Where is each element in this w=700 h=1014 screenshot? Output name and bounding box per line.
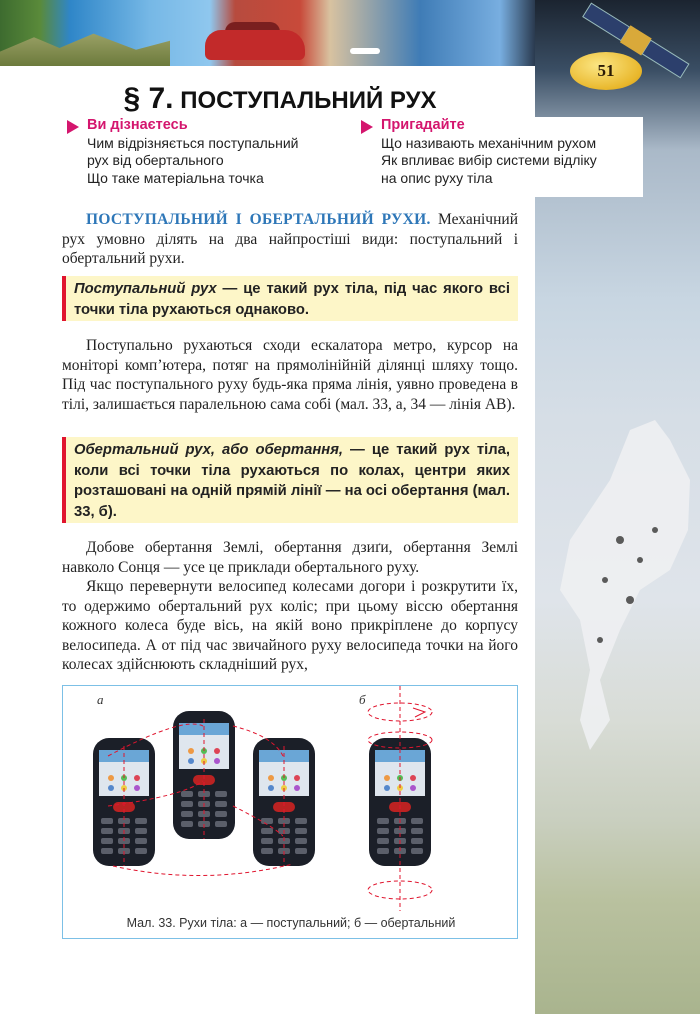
learn-box-line: Чим відрізняється поступальний	[87, 134, 299, 151]
definition-text: — це такий рух тіла, під час якого всі точки тіла рухаються однаково.	[74, 281, 510, 318]
top-photo-strip	[0, 0, 535, 66]
paragraph-text: Поступально рухаються сходи ескалатора метро, курсор на моніторі комп’ютера, потяг на прямолінійній ділянці шляху тощо. Під час поступального руху будь-яка пряма лінія, уявно проведена в тілі, залишається паралельною сама собі (мал. 33, а, 34 — лінія AB).	[62, 337, 518, 413]
section-title: ПОСТУПАЛЬНИЙ РУХ	[180, 87, 437, 114]
paragraph-rotation-examples	[62, 538, 518, 675]
intro-paragraph	[62, 210, 518, 269]
definition-term: Обертальний рух, або обертання,	[74, 442, 344, 458]
figure-label-a: а	[97, 692, 104, 707]
paragraph-text: Добове обертання Землі, обертання дзиґи, обертання Землі навколо Сонця — усе це приклади обертального руху.	[62, 539, 518, 576]
mountain-image	[0, 30, 170, 66]
subsection-heading: ПОСТУПАЛЬНИЙ І ОБЕРТАЛЬНИЙ РУХИ.	[86, 211, 431, 228]
arrow-right-icon	[361, 120, 373, 134]
section-number: § 7.	[123, 82, 174, 115]
intro-text: Механічний рух умовно ділять на два найпростіші види: поступальний і обертальний рухи.	[62, 211, 518, 267]
paragraph-text: Якщо перевернути велосипед колесами догори і розкрутити їх, то одержимо обертальний рух коліс; при цьому віссю обертання кожного колеса буде вісь, на якій воно прикріплене до корпусу велосипеда. А от під час звичайного руху велосипеда точки на його колесах здійснюють складніший рух,	[62, 578, 518, 673]
recall-box	[381, 117, 643, 197]
learn-box-line: Що таке матеріальна точка	[87, 169, 264, 186]
recall-box-heading: Пригадайте	[381, 117, 465, 133]
recall-box-line: Що називають механічним рухом	[381, 134, 597, 151]
learn-box	[87, 117, 337, 197]
learn-box-heading: Ви дізнаєтесь	[87, 117, 188, 133]
figure-drawing	[63, 686, 516, 911]
definition-text: — це такий рух тіла, коли всі точки тіла рухаються по колах, центри яких розташовані на одній прямій лінії — на осі обертання (мал. 33, б).	[74, 442, 510, 520]
figure-label-b: б	[359, 692, 366, 707]
plane-image	[350, 48, 380, 54]
recall-box-line: Як впливає вибір системи відліку	[381, 152, 597, 168]
horse-image	[560, 420, 700, 780]
recall-box-line: на опис руху тіла	[381, 169, 493, 186]
figure-caption: Мал. 33. Рухи тіла: а — поступальний; б — обертальний	[126, 916, 456, 930]
definition-term: Поступальний рух	[74, 281, 217, 297]
page-title	[60, 82, 500, 116]
page-number: 51	[570, 52, 642, 90]
car-image	[205, 30, 305, 60]
definition-translational	[62, 276, 518, 321]
paragraph-translational-examples	[62, 336, 518, 414]
arrow-right-icon	[67, 120, 79, 134]
definition-rotational	[62, 437, 518, 523]
learn-box-line: рух від обертального	[87, 152, 224, 168]
figure-33	[62, 685, 518, 939]
